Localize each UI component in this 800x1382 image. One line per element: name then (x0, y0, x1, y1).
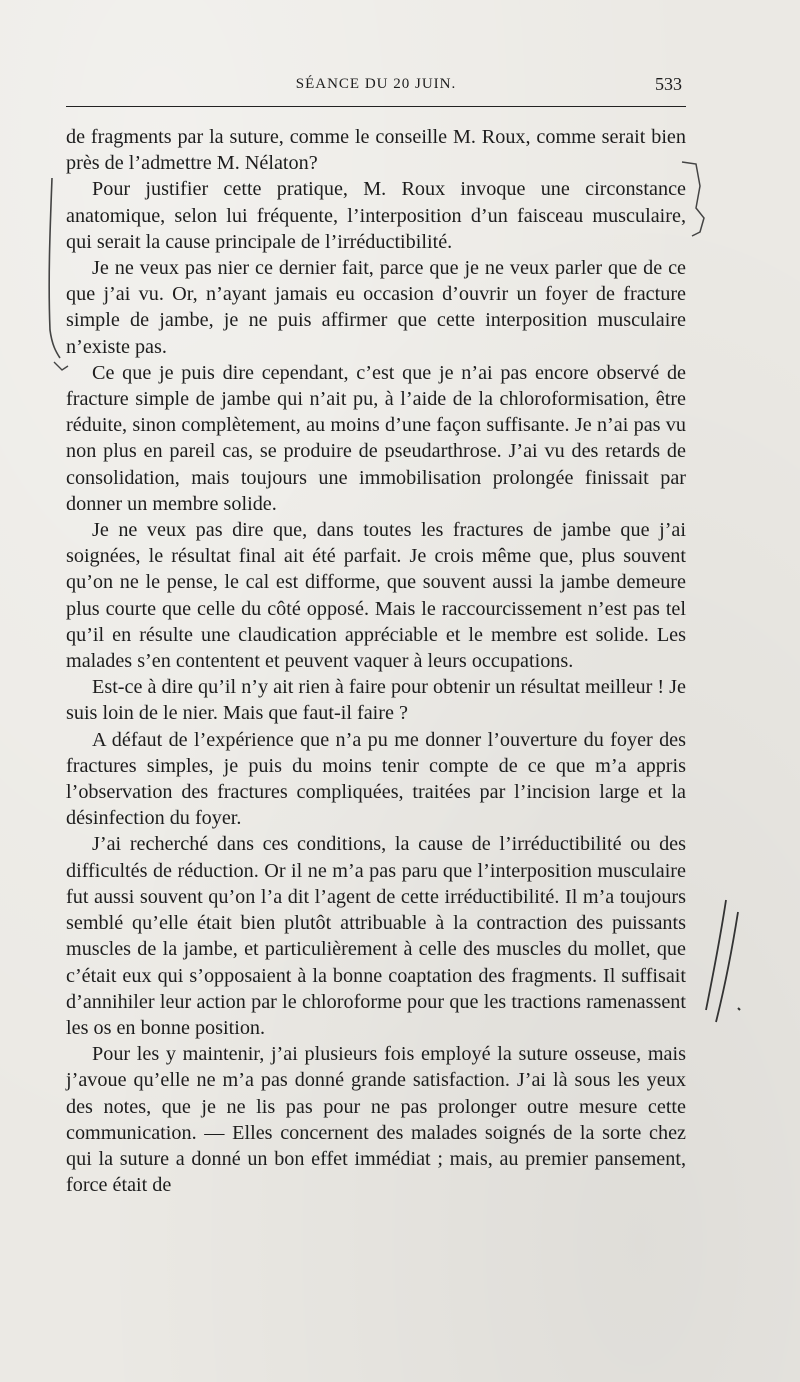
right-margin-dot-mark (738, 1008, 740, 1010)
running-header (66, 74, 686, 98)
paragraph: Je ne veux pas dire que, dans toutes les fractures de jambe que j’ai soignées, le résultat final ait été parfait. Je crois même que, plus souvent qu’on ne le pense, le cal est difforme, que souvent aussi la jambe demeure plus courte que celle du côté opposé. Mais le raccourcissement n’est pas tel qu’il en résulte une claudication appréciable et le membre est solide. Les malades s’en contentent et peuvent vaquer à leurs occupations. (66, 519, 686, 673)
body-text (66, 124, 686, 1198)
right-margin-double-line-mark (716, 912, 738, 1022)
paragraph: A défaut de l’expérience que n’a pu me donner l’ouverture du foyer des fractures simples, je puis du moins tenir compte de ce que m’a appris l’observation des fractures compliquées, traitées par l’incision large et la désinfection du foyer. (66, 728, 686, 830)
paragraph: Pour les y maintenir, j’ai plusieurs fois employé la suture osseuse, mais j’avoue qu’elle ne m’a pas donné grande satisfaction. J’ai là sous les yeux des notes, que je ne lis pas pour ne pas prolonger outre mesure cette communication. — Elles concernent des malades soignés de la sorte chez qui la suture a donné un bon effet immédiat ; mais, au premier pansement, force était de (66, 1043, 686, 1197)
paragraph: Est-ce à dire qu’il n’y ait rien à faire pour obtenir un résultat meilleur ! Je suis loin de le nier. Mais que faut-il faire ? (66, 676, 686, 725)
header-rule (66, 106, 686, 107)
left-margin-bracket-mark (49, 178, 60, 358)
paragraph: de fragments par la suture, comme le conseille M. Roux, comme serait bien près de l’admettre M. Nélaton? (66, 126, 686, 175)
paragraph: Je ne veux pas nier ce dernier fait, parce que je ne veux parler que de ce que j’ai vu. Or, n’ayant jamais eu occasion d’ouvrir un foyer de fracture simple de jambe, je ne puis affirmer que cette interposition musculaire n’existe pas. (66, 257, 686, 358)
paragraph: Ce que je puis dire cependant, c’est que je n’ai pas encore observé de fracture simple de jambe qui n’ait pu, à l’aide de la chloroformisation, être réduite, sinon complètement, au moins d’une façon suffisante. Je n’ai pas vu non plus en pareil cas, se produire de pseudarthrose. J’ai vu des retards de consolidation, mais toujours une immobilisation prolongée finissait par donner un membre solide. (66, 361, 686, 515)
running-header-title: SÉANCE DU 20 JUIN. (295, 76, 457, 92)
page-number: 533 (655, 74, 682, 94)
paragraph: Pour justifier cette pratique, M. Roux invoque une circonstance anatomique, selon lui fréquente, l’interposition d’un faisceau musculaire, qui serait la cause principale de l’irréductibilité. (66, 178, 686, 253)
right-margin-double-line-mark (706, 900, 726, 1010)
paragraph: J’ai recherché dans ces conditions, la cause de l’irréductibilité ou des difficultés de réduction. Or il ne m’a pas paru que l’interposition musculaire fut aussi souvent qu’on l’a dit l’agent de cette irréductibilité. Il m’a toujours semblé qu’elle était bien plutôt attribuable à la contraction des puissants muscles de la jambe, et particulièrement à celle des muscles du mollet, que c’était eux qui s’opposaient à la bonne coaptation des fragments. Il suffisait d’annihiler leur action par le chloroforme pour que les tractions ramenassent les os en bonne position. (66, 833, 686, 1039)
